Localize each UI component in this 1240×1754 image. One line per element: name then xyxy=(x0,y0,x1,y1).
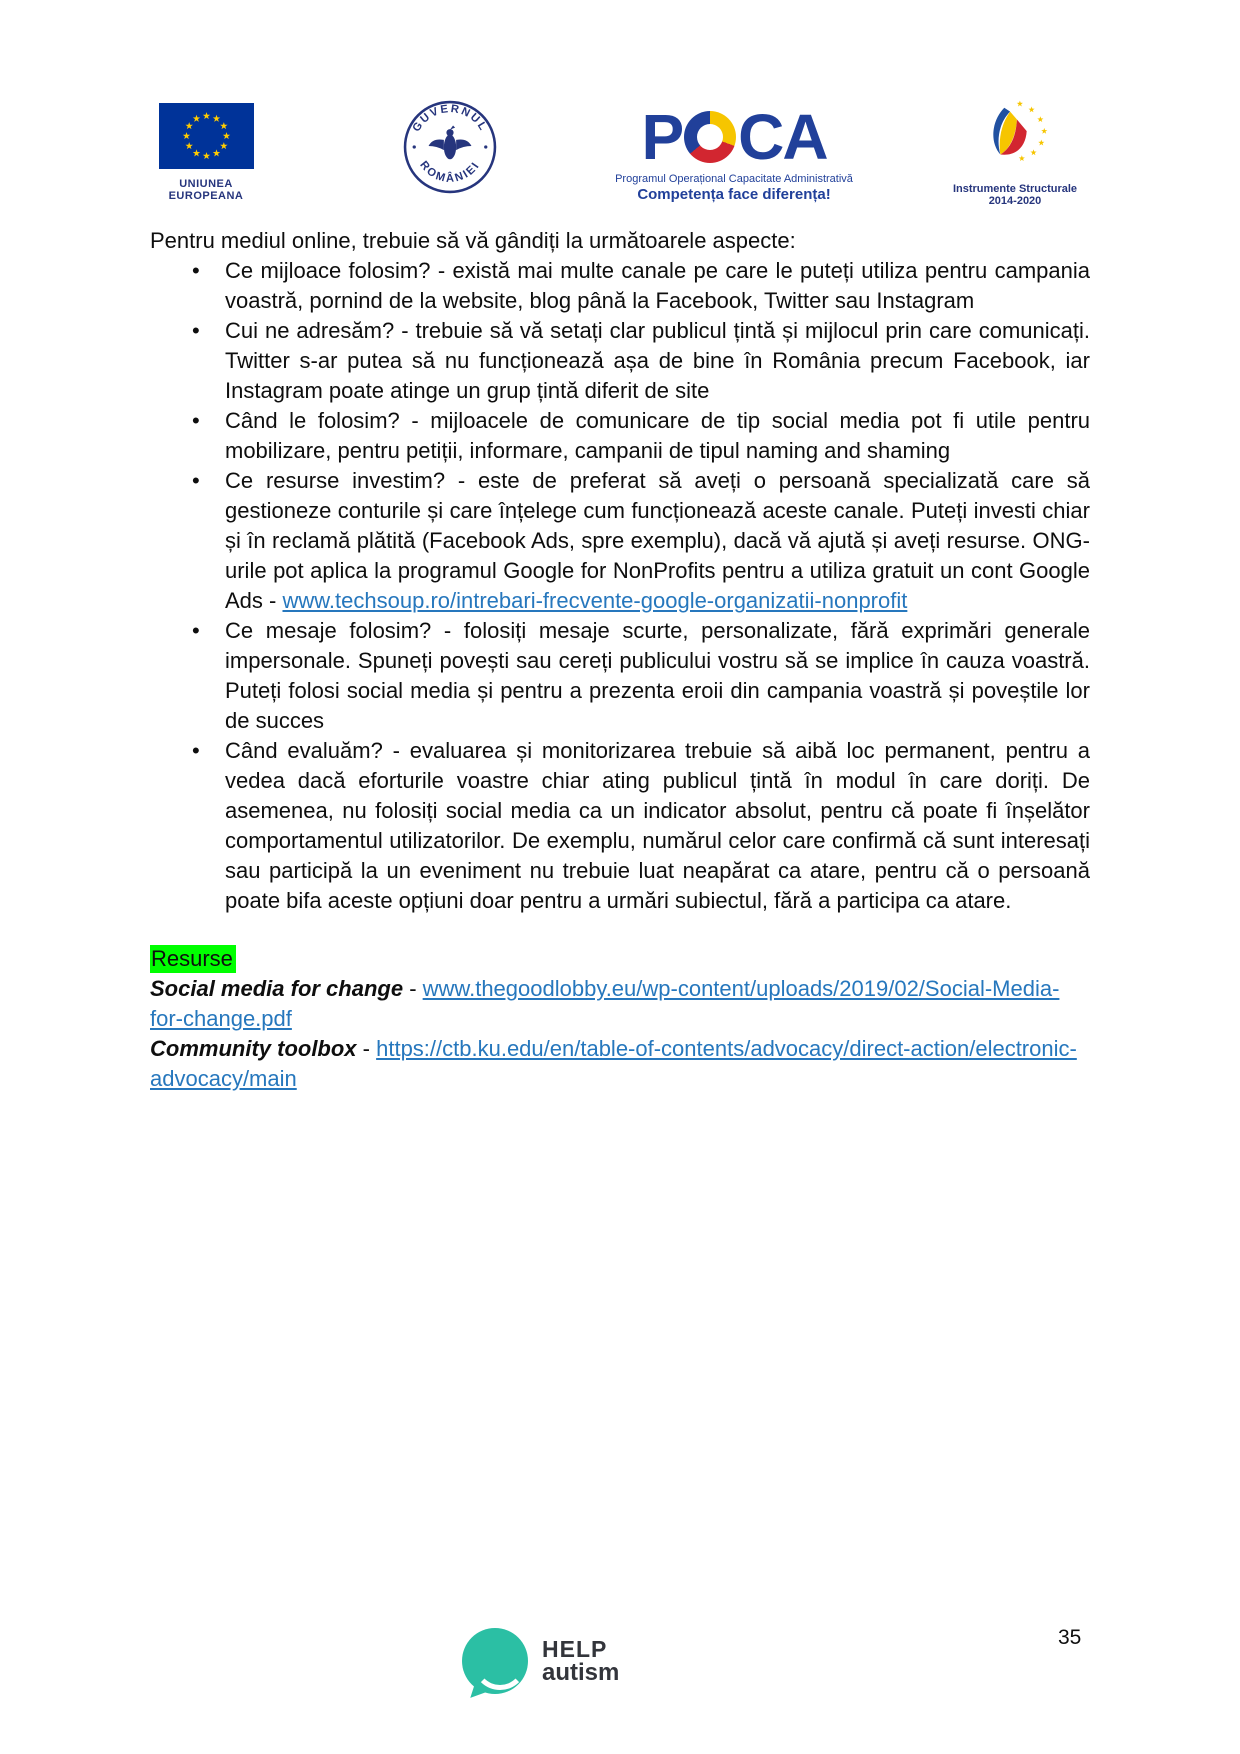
eu-flag-logo xyxy=(156,103,256,202)
gov-seal-text-top: GUVERNUL xyxy=(410,103,490,135)
structural-instruments-logo xyxy=(950,98,1080,207)
resource-separator: - xyxy=(403,976,423,1001)
ctb-ku-link[interactable]: https://ctb.ku.edu/en/table-of-contents/advocacy/direct-action/electronic-advocacy/main xyxy=(150,1036,1077,1091)
gov-seal-text-bottom: ROMÂNIEI xyxy=(417,159,483,185)
resource-title: Community toolbox xyxy=(150,1036,357,1061)
smile-icon xyxy=(473,1636,527,1690)
bullet-item-audience xyxy=(150,316,1090,406)
bullet-text: Când le folosim? - mijloacele de comunicare de tip social media pot fi utile pentru mobilizare, pentru petiții, informare, campanii de tipul naming and shaming xyxy=(225,408,1090,463)
autism-text: autism xyxy=(542,1659,620,1686)
eu-flag-caption: UNIUNEA EUROPEANA xyxy=(168,178,244,202)
svg-text:ROMÂNIEI xyxy=(417,159,482,185)
help-text: HELP xyxy=(542,1636,608,1662)
bullet-text: Cui ne adresăm? - trebuie să vă setați clar publicul țintă și mijlocul prin care comunicați. Twitter s-ar putea să nu funcționează așa de bine în România precum Facebook, iar Instagram poate atinge un grup țintă diferit de site xyxy=(225,318,1090,403)
bullet-text: Ce resurse investim? - este de preferat să aveți o persoană specializată care să gestioneze conturile și care înțelege cum funcționează aceste canale. Puteți investi chiar și în reclamă plătită (Facebook Ads, spre exemplu), dacă vă ajută și aveți resurse. ONG-urile pot aplica la programul Google for NonProfits pentru a utiliza gratuit un cont Google Ads - xyxy=(225,468,1090,613)
intro-paragraph: Pentru mediul online, trebuie să vă gândiți la următoarele aspecte: xyxy=(150,228,796,253)
gov-seal-icon xyxy=(403,100,497,194)
speech-bubble-icon xyxy=(462,1628,528,1694)
help-autism-logo xyxy=(462,1628,619,1694)
help-autism-wordmark xyxy=(542,1638,619,1684)
resource-title: Social media for change xyxy=(150,976,404,1001)
resource-separator: - xyxy=(356,1036,377,1061)
page-number: 35 xyxy=(1058,1626,1082,1649)
poca-tagline: Competența face diferența! xyxy=(637,186,831,203)
resources-section xyxy=(150,944,1090,1094)
resource-item xyxy=(150,974,1090,1034)
eu-flag-icon xyxy=(159,103,254,169)
poca-wordmark xyxy=(612,101,856,173)
bullet-item-channels xyxy=(150,256,1090,316)
bullet-list xyxy=(150,256,1090,916)
bullet-item-timing xyxy=(150,406,1090,466)
resource-item xyxy=(150,1034,1090,1094)
bullet-text: Când evaluăm? - evaluarea și monitorizarea trebuie să aibă loc permanent, pentru a vedea dacă eforturile voastre chiar ating publicul țintă în modul în care doriți. De asemenea, nu folosiți social media ca un indicator absolut, pentru că poate fi înșelător comportamentul utilizatorilor. De exemplu, numărul celor care confirmă că sunt interesați sau participă la un eveniment nu trebuie luat neapărat ca atare, pentru că o persoană poate bifa aceste opțiuni doar pentru a urmări subiectul, fără a participa ca atare. xyxy=(225,738,1090,913)
poca-swirl-icon xyxy=(684,111,736,163)
bullet-text: Ce mesaje folosim? - folosiți mesaje scurte, personalizate, fără exprimări generale impersonale. Spuneți povești sau cereți publicului vostru să se implice în cauza voastră. Puteți folosi social media și pentru a prezenta eroii din campania voastră și poveștile lor de succes xyxy=(225,618,1090,733)
main-content xyxy=(150,226,1090,1094)
eagle-emblem-icon xyxy=(429,126,472,160)
poca-letters-ca: CA xyxy=(738,101,827,173)
poca-logo xyxy=(612,101,856,203)
bullet-item-resources xyxy=(150,466,1090,616)
poca-letter-p: P xyxy=(641,101,683,173)
techsoup-link[interactable]: www.techsoup.ro/intrebari-frecvente-google-organizatii-nonprofit xyxy=(282,588,908,613)
gov-seal-logo xyxy=(402,100,498,199)
structural-instruments-years: 2014-2020 xyxy=(988,195,1042,207)
bullet-item-evaluation xyxy=(150,736,1090,916)
structural-swoosh-icon xyxy=(960,98,1070,176)
structural-instruments-caption: Instrumente Structurale xyxy=(952,183,1078,195)
bullet-item-messages xyxy=(150,616,1090,736)
bullet-text: Ce mijloace folosim? - există mai multe canale pe care le puteți utiliza pentru campania voastră, pornind de la website, blog până la Facebook, Twitter sau Instagram xyxy=(225,258,1090,313)
resources-heading: Resurse xyxy=(150,945,236,973)
poca-subtitle: Programul Operațional Capacitate Administrativă xyxy=(615,173,853,185)
thegoodlobby-link[interactable]: www.thegoodlobby.eu/wp-content/uploads/2019/02/Social-Media-for-change.pdf xyxy=(150,976,1060,1031)
